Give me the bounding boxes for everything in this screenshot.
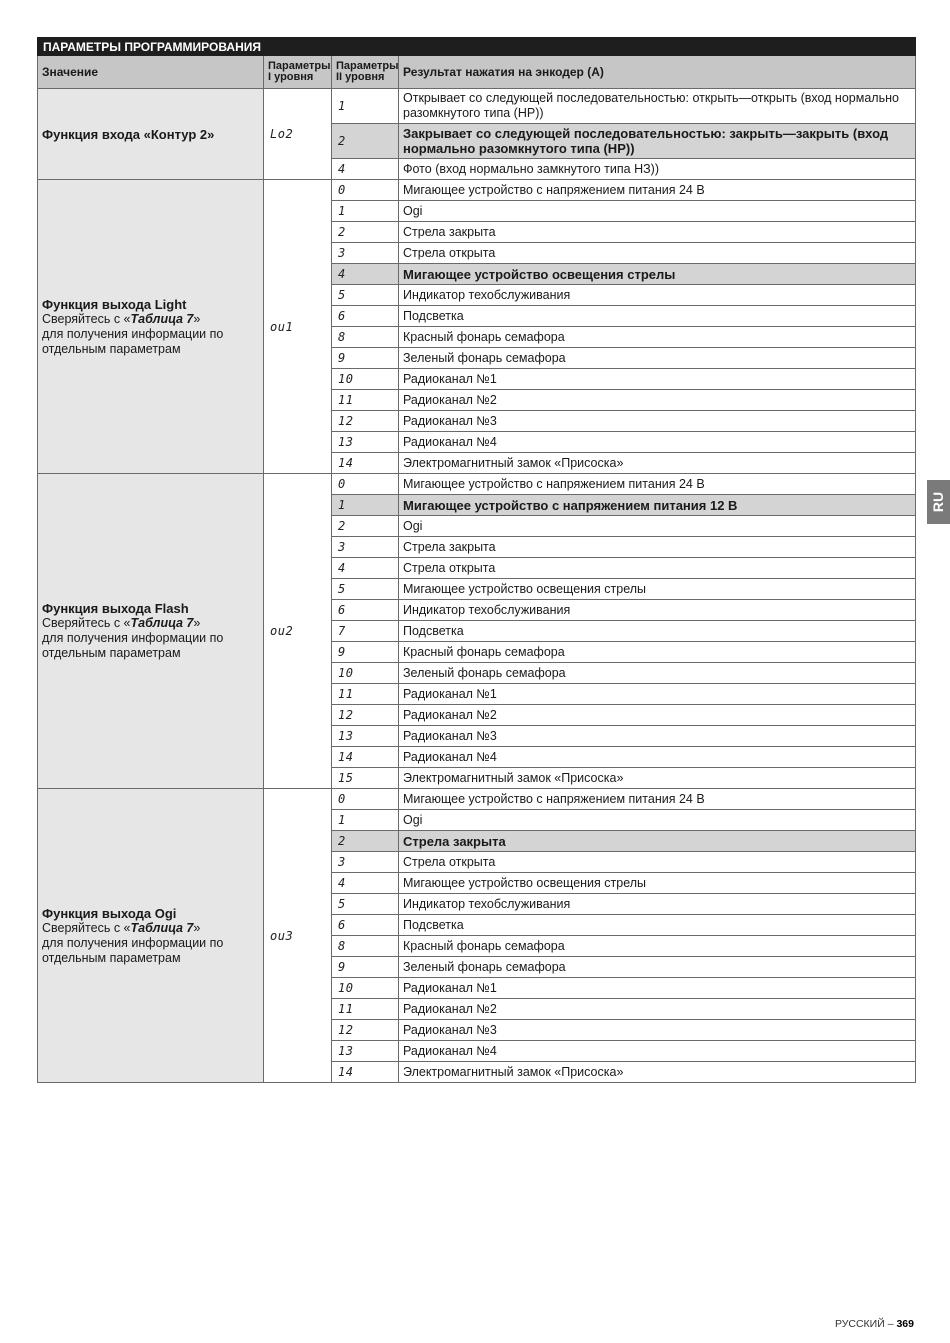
level2-code-cell bbox=[332, 936, 399, 957]
parameter-description bbox=[38, 89, 264, 180]
level2-code-cell bbox=[332, 873, 399, 894]
level2-code-cell bbox=[332, 1020, 399, 1041]
result-text: Радиоканал №1 bbox=[399, 978, 916, 999]
level2-code-cell bbox=[332, 201, 399, 222]
level2-code-cell bbox=[332, 663, 399, 684]
parameter-title: Функция выхода Flash bbox=[42, 601, 189, 616]
result-text: Зеленый фонарь семафора bbox=[399, 957, 916, 978]
level2-code: 12 bbox=[338, 708, 354, 722]
level2-code-cell bbox=[332, 747, 399, 768]
header-level1: Параметры I уровня bbox=[264, 56, 332, 89]
level2-code-cell bbox=[332, 915, 399, 936]
result-text: Закрывает со следующей последовательностью: закрыть—закрыть (вход нормально разомкнутого типа (НР)) bbox=[399, 124, 916, 159]
language-tab bbox=[927, 480, 950, 524]
result-text: Стрела открыта bbox=[399, 852, 916, 873]
level2-code-cell bbox=[332, 684, 399, 705]
table-title: ПАРАМЕТРЫ ПРОГРАММИРОВАНИЯ bbox=[38, 38, 916, 56]
level2-code: 12 bbox=[338, 1023, 354, 1037]
level2-code-cell bbox=[332, 579, 399, 600]
level2-code-cell bbox=[332, 1041, 399, 1062]
level2-code-cell bbox=[332, 453, 399, 474]
parameter-reference bbox=[42, 616, 259, 661]
result-text: Электромагнитный замок «Присоска» bbox=[399, 1062, 916, 1083]
result-text: Радиоканал №1 bbox=[399, 684, 916, 705]
level2-code: 4 bbox=[338, 561, 346, 575]
reference-text: для получения информации по отдельным параметрам bbox=[42, 631, 224, 660]
reference-prefix: Сверяйтесь с « bbox=[42, 616, 131, 630]
level2-code-cell bbox=[332, 831, 399, 852]
result-text: Зеленый фонарь семафора bbox=[399, 348, 916, 369]
level2-code: 0 bbox=[338, 477, 346, 491]
result-text: Подсветка bbox=[399, 621, 916, 642]
result-text: Радиоканал №4 bbox=[399, 747, 916, 768]
result-text: Ogi bbox=[399, 201, 916, 222]
level1-code: ou1 bbox=[270, 319, 294, 334]
level2-code-cell bbox=[332, 1062, 399, 1083]
level2-code-cell bbox=[332, 390, 399, 411]
level2-code-cell bbox=[332, 537, 399, 558]
reference-prefix: Сверяйтесь с « bbox=[42, 311, 131, 326]
result-text: Индикатор техобслуживания bbox=[399, 600, 916, 621]
level2-code: 6 bbox=[338, 309, 346, 323]
level2-code: 1 bbox=[338, 498, 346, 512]
level2-code: 15 bbox=[338, 771, 354, 785]
level1-code: ou3 bbox=[270, 928, 294, 943]
result-text: Радиоканал №3 bbox=[399, 726, 916, 747]
page-number: 369 bbox=[896, 1318, 914, 1330]
table-row bbox=[38, 474, 916, 495]
level2-code: 8 bbox=[338, 330, 346, 344]
result-text: Красный фонарь семафора bbox=[399, 936, 916, 957]
level2-code-cell bbox=[332, 124, 399, 159]
reference-table-link: Таблица 7 bbox=[130, 616, 194, 630]
level2-code-cell bbox=[332, 89, 399, 124]
level2-code-cell bbox=[332, 957, 399, 978]
result-text: Красный фонарь семафора bbox=[399, 327, 916, 348]
level2-code: 5 bbox=[338, 897, 346, 911]
level2-code-cell bbox=[332, 978, 399, 999]
level2-code: 9 bbox=[338, 351, 346, 365]
parameter-description bbox=[38, 180, 264, 474]
header-result: Результат нажатия на энкодер (A) bbox=[399, 56, 916, 89]
level2-code: 3 bbox=[338, 540, 346, 554]
result-text: Радиоканал №4 bbox=[399, 432, 916, 453]
level2-code: 10 bbox=[338, 372, 354, 386]
level2-code: 0 bbox=[338, 792, 346, 806]
level2-code-cell bbox=[332, 369, 399, 390]
result-text: Ogi bbox=[399, 810, 916, 831]
level2-code-cell bbox=[332, 327, 399, 348]
parameter-title: Функция входа «Контур 2» bbox=[42, 126, 215, 142]
level2-code: 4 bbox=[338, 876, 346, 890]
language-tab-label: RU bbox=[930, 491, 947, 513]
result-text: Стрела закрыта bbox=[399, 222, 916, 243]
level2-code: 10 bbox=[338, 666, 354, 680]
result-text: Мигающее устройство с напряжением питания 12 В bbox=[399, 495, 916, 516]
reference-prefix: Сверяйтесь с « bbox=[42, 920, 131, 935]
level2-code-cell bbox=[332, 432, 399, 453]
level2-code: 7 bbox=[338, 624, 346, 638]
result-text: Ogi bbox=[399, 516, 916, 537]
level2-code-cell bbox=[332, 306, 399, 327]
level2-code: 13 bbox=[338, 1044, 354, 1058]
level1-code-cell bbox=[264, 474, 332, 789]
level2-code: 4 bbox=[338, 162, 346, 176]
level2-code: 9 bbox=[338, 645, 346, 659]
level2-code-cell bbox=[332, 600, 399, 621]
level2-code-cell bbox=[332, 789, 399, 810]
result-text: Стрела закрыта bbox=[399, 831, 916, 852]
page-footer bbox=[835, 1318, 914, 1330]
level2-code-cell bbox=[332, 894, 399, 915]
result-text: Красный фонарь семафора bbox=[399, 642, 916, 663]
level2-code: 2 bbox=[338, 134, 346, 148]
result-text: Радиоканал №2 bbox=[399, 705, 916, 726]
result-text: Радиоканал №1 bbox=[399, 369, 916, 390]
level2-code-cell bbox=[332, 285, 399, 306]
level2-code: 8 bbox=[338, 939, 346, 953]
level2-code: 6 bbox=[338, 603, 346, 617]
result-text: Стрела закрыта bbox=[399, 537, 916, 558]
level2-code-cell bbox=[332, 222, 399, 243]
level2-code: 1 bbox=[338, 99, 346, 113]
level2-code-cell bbox=[332, 621, 399, 642]
result-text: Мигающее устройство освещения стрелы bbox=[399, 264, 916, 285]
result-text: Зеленый фонарь семафора bbox=[399, 663, 916, 684]
reference-suffix: » bbox=[193, 616, 201, 630]
level2-code: 13 bbox=[338, 435, 354, 449]
level2-code: 1 bbox=[338, 813, 346, 827]
reference-suffix: » bbox=[193, 311, 201, 326]
level2-code: 2 bbox=[338, 519, 346, 533]
level2-code-cell bbox=[332, 243, 399, 264]
reference-suffix: » bbox=[193, 920, 201, 935]
reference-text: для получения информации по отдельным параметрам bbox=[42, 326, 224, 356]
level2-code-cell bbox=[332, 180, 399, 201]
result-text: Мигающее устройство с напряжением питания 24 В bbox=[399, 474, 916, 495]
level2-code-cell bbox=[332, 264, 399, 285]
reference-text: для получения информации по отдельным параметрам bbox=[42, 935, 224, 965]
level2-code: 2 bbox=[338, 834, 346, 848]
result-text: Индикатор техобслуживания bbox=[399, 894, 916, 915]
level2-code-cell bbox=[332, 810, 399, 831]
parameter-description bbox=[38, 474, 264, 789]
result-text: Мигающее устройство освещения стрелы bbox=[399, 579, 916, 600]
level2-code-cell bbox=[332, 474, 399, 495]
parameter-reference bbox=[42, 312, 259, 357]
level2-code: 12 bbox=[338, 414, 354, 428]
level2-code: 6 bbox=[338, 918, 346, 932]
level2-code-cell bbox=[332, 768, 399, 789]
level2-code: 10 bbox=[338, 981, 354, 995]
level2-code-cell bbox=[332, 411, 399, 432]
header-value: Значение bbox=[38, 56, 264, 89]
header-level2: Параметры II уровня bbox=[332, 56, 399, 89]
parameter-reference bbox=[42, 921, 259, 966]
result-text: Индикатор техобслуживания bbox=[399, 285, 916, 306]
level2-code: 3 bbox=[338, 855, 346, 869]
result-text: Радиоканал №3 bbox=[399, 411, 916, 432]
result-text: Подсветка bbox=[399, 915, 916, 936]
level1-code-cell bbox=[264, 89, 332, 180]
level2-code: 14 bbox=[338, 456, 354, 470]
level2-code: 5 bbox=[338, 288, 346, 302]
level2-code-cell bbox=[332, 348, 399, 369]
level2-code-cell bbox=[332, 159, 399, 180]
table-body bbox=[38, 89, 916, 1083]
level2-code: 5 bbox=[338, 582, 346, 596]
level2-code-cell bbox=[332, 642, 399, 663]
parameter-description bbox=[38, 789, 264, 1083]
level2-code: 1 bbox=[338, 204, 346, 218]
table-row bbox=[38, 789, 916, 810]
level2-code: 13 bbox=[338, 729, 354, 743]
result-text: Радиоканал №4 bbox=[399, 1041, 916, 1062]
level2-code: 11 bbox=[338, 687, 354, 701]
result-text: Открывает со следующей последовательностью: открыть—открыть (вход нормально разомкнутого типа (НР)) bbox=[399, 89, 916, 124]
result-text: Стрела открыта bbox=[399, 243, 916, 264]
table-row bbox=[38, 180, 916, 201]
result-text: Мигающее устройство освещения стрелы bbox=[399, 873, 916, 894]
result-text: Электромагнитный замок «Присоска» bbox=[399, 768, 916, 789]
reference-table-link: Таблица 7 bbox=[130, 311, 194, 326]
level2-code: 9 bbox=[338, 960, 346, 974]
level2-code: 11 bbox=[338, 393, 354, 407]
result-text: Электромагнитный замок «Присоска» bbox=[399, 453, 916, 474]
level2-code: 0 bbox=[338, 183, 346, 197]
level2-code-cell bbox=[332, 705, 399, 726]
level2-code: 2 bbox=[338, 225, 346, 239]
level2-code: 4 bbox=[338, 267, 346, 281]
result-text: Мигающее устройство с напряжением питания 24 В bbox=[399, 180, 916, 201]
parameter-title: Функция выхода Ogi bbox=[42, 905, 177, 921]
level2-code: 14 bbox=[338, 1065, 354, 1079]
level1-code-cell bbox=[264, 789, 332, 1083]
level2-code: 11 bbox=[338, 1002, 354, 1016]
level2-code: 3 bbox=[338, 246, 346, 260]
level2-code-cell bbox=[332, 726, 399, 747]
level2-code-cell bbox=[332, 999, 399, 1020]
result-text: Радиоканал №3 bbox=[399, 1020, 916, 1041]
parameter-title: Функция выхода Light bbox=[42, 296, 187, 312]
level2-code-cell bbox=[332, 852, 399, 873]
result-text: Радиоканал №2 bbox=[399, 999, 916, 1020]
result-text: Стрела открыта bbox=[399, 558, 916, 579]
result-text: Мигающее устройство с напряжением питания 24 В bbox=[399, 789, 916, 810]
level1-code-cell bbox=[264, 180, 332, 474]
level2-code-cell bbox=[332, 516, 399, 537]
level1-code: Lo2 bbox=[270, 127, 294, 141]
result-text: Фото (вход нормально замкнутого типа НЗ)) bbox=[399, 159, 916, 180]
footer-separator: – bbox=[884, 1318, 897, 1330]
table-row bbox=[38, 89, 916, 124]
result-text: Подсветка bbox=[399, 306, 916, 327]
level2-code: 14 bbox=[338, 750, 354, 764]
level2-code-cell bbox=[332, 558, 399, 579]
footer-language: РУССКИЙ bbox=[834, 1318, 885, 1330]
level2-code-cell bbox=[332, 495, 399, 516]
reference-table-link: Таблица 7 bbox=[130, 920, 194, 935]
level1-code: ou2 bbox=[270, 624, 294, 638]
programming-parameters-table bbox=[37, 37, 916, 1083]
result-text: Радиоканал №2 bbox=[399, 390, 916, 411]
